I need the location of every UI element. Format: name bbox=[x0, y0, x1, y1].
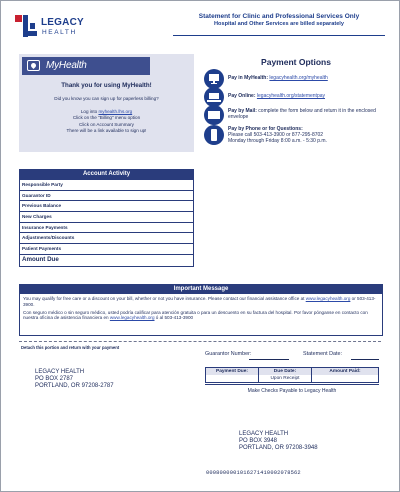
amount-paid-cell[interactable] bbox=[312, 368, 378, 382]
myhealth-thanks: Thank you for using MyHealth! bbox=[61, 82, 152, 89]
financial-assistance-link-es[interactable]: www.legacyhealth.org bbox=[109, 315, 155, 321]
payment-due-label: Payment Due: bbox=[216, 369, 248, 374]
due-date-label: Due Date: bbox=[273, 369, 297, 374]
legacy-health-logo bbox=[15, 13, 85, 45]
aa-row-patient-payments: Patient Payments bbox=[20, 244, 193, 255]
account-activity-title: Account Activity bbox=[19, 169, 194, 180]
detach-instruction: Detach this portion and return with your payment bbox=[21, 345, 120, 350]
due-date-value: Upon Receipt bbox=[270, 376, 300, 381]
pay-phone-numbers: Please call 503-413-3900 or 877-295-8702 bbox=[228, 132, 324, 139]
statement-scope-line2: Hospital and Other Services are billed separately bbox=[214, 21, 344, 27]
important-message-english: You may qualify for free care or a discount on your bill, whether or not you have insurance. Please contact our financial assistance office at www.legacyhealth.org or 503-413-3900. bbox=[23, 296, 376, 307]
pay-mail-text: complete the form below and return it in the enclosed envelope bbox=[228, 108, 376, 121]
aa-row-new-charges: New Charges bbox=[20, 212, 193, 223]
financial-assistance-link[interactable]: www.legacyhealth.org bbox=[305, 296, 351, 301]
pay-myhealth-link[interactable]: legacyhealth.org/myhealth bbox=[269, 75, 328, 81]
important-message bbox=[19, 284, 383, 336]
aa-row-previous-balance: Previous Balance bbox=[20, 201, 193, 212]
statement-scope-note bbox=[179, 13, 379, 27]
checks-payable-note: Make Checks Payable to Legacy Health bbox=[247, 388, 337, 394]
myhealth-step-signup: There will be a link available to sign up! bbox=[66, 128, 147, 134]
pay-online-link[interactable]: legacyhealth.org/statementpay bbox=[256, 93, 326, 99]
envelope-icon bbox=[204, 105, 224, 125]
legacy-cross-icon bbox=[15, 15, 37, 37]
statement-date-label: Statement Date: bbox=[303, 351, 342, 357]
myhealth-banner-title: MyHealth bbox=[46, 60, 87, 71]
pay-myhealth-label: Pay in MyHealth: bbox=[228, 75, 269, 81]
remit-to-address: LEGACY HEALTH PO BOX 3948 PORTLAND, OR 97208-3948 bbox=[239, 431, 318, 452]
myhealth-step-billing: Click on the "Billing" menu option bbox=[72, 115, 141, 121]
due-date-cell bbox=[259, 368, 311, 382]
logo-wordmark: LEGACY bbox=[41, 17, 84, 28]
aa-row-amount-due: Amount Due bbox=[22, 255, 59, 263]
payment-coupon-underline bbox=[205, 384, 379, 385]
payment-due-cell bbox=[206, 368, 258, 382]
aa-row-responsible-party: Responsible Party bbox=[20, 180, 193, 191]
computer-icon bbox=[204, 69, 224, 89]
myhealth-paperless-question: Did you know you can sign up for paperless billing? bbox=[54, 96, 159, 101]
statement-scope-line1: Statement for Clinic and Professional Services Only bbox=[198, 13, 360, 20]
ocr-scanline: 000800000101627141000207856​2 bbox=[206, 470, 301, 476]
payment-coupon bbox=[205, 367, 379, 383]
important-message-title: Important Message bbox=[20, 285, 382, 294]
guarantor-number-label: Guarantor Number: bbox=[205, 351, 252, 357]
logo-subword: HEALTH bbox=[42, 29, 77, 36]
myhealth-login-link[interactable]: myhealth.lhs.org bbox=[98, 109, 133, 114]
myhealth-steps bbox=[19, 109, 194, 135]
myhealth-step-login: Log into myhealth.lhs.org bbox=[80, 109, 133, 114]
account-activity bbox=[19, 169, 194, 267]
phone-icon bbox=[204, 125, 224, 145]
aa-row-guarantor-id: Guarantor ID bbox=[20, 191, 193, 202]
important-message-spanish: Con seguro médico o sin seguro médico, usted podría calificar para atención gratuita o para un descuento en su factura del hospital. Por favor pónganse en contacto con nuestra oficina de asistencia financiera en www.legacyhealth.org ó al 503-413-3900 bbox=[23, 309, 368, 321]
pay-mail-label: Pay by Mail: bbox=[228, 108, 257, 114]
heart-folder-icon bbox=[27, 60, 40, 71]
aa-row-adjustments: Adjustments/Discounts bbox=[20, 233, 193, 244]
account-activity-table bbox=[19, 180, 194, 267]
detach-line bbox=[19, 341, 381, 342]
pay-phone-label: Pay by Phone or for Questions: bbox=[228, 126, 303, 132]
myhealth-banner bbox=[22, 57, 150, 75]
aa-row-insurance-payments: Insurance Payments bbox=[20, 223, 193, 234]
return-address: LEGACY HEALTH PO BOX 2787 PORTLAND, OR 97208-2787 bbox=[35, 369, 114, 390]
myhealth-step-summary: Click on Account Summary bbox=[79, 121, 134, 127]
myhealth-promo bbox=[19, 54, 194, 152]
guarantor-number-field[interactable] bbox=[249, 359, 289, 360]
laptop-icon bbox=[204, 87, 224, 107]
statement-date-field[interactable] bbox=[351, 359, 379, 360]
pay-phone-hours: Monday through Friday 8:00 a.m. - 5:30 p.m. bbox=[228, 138, 327, 145]
amount-paid-label: Amount Paid: bbox=[329, 369, 361, 374]
payment-options-title: Payment Options bbox=[261, 57, 331, 67]
pay-online-label: Pay Online: bbox=[228, 93, 256, 99]
header-divider bbox=[173, 35, 385, 36]
